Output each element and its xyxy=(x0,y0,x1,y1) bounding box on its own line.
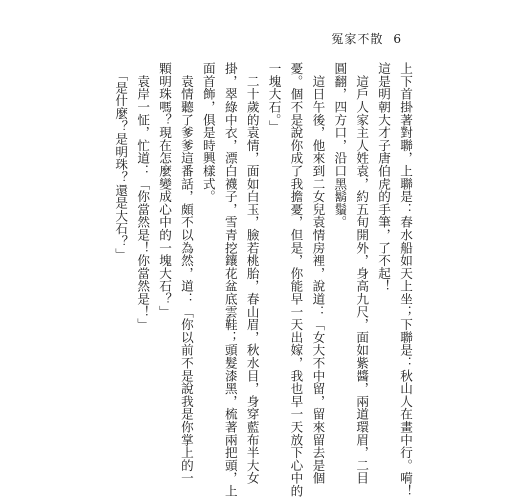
text-line: 面首飾，俱是時興樣式。 xyxy=(200,62,216,203)
text-line: 袁岸一怔，忙道：「你當然是！你當然是！」 xyxy=(135,62,151,331)
text-line: 「是什麼？是明珠？還是大石？」 xyxy=(113,62,129,261)
text-line: 上下首掛著對聯，上聯是：春水船如天上坐；下聯是：秋山人在畫中行。嗬！ xyxy=(398,62,413,498)
text-line: 掛，翠綠中衣，漂白襪子，雪青挖鑲花盆底雲鞋；頭髮漆黑，梳著兩把頭，上 xyxy=(222,62,238,498)
text-line: 袁情聽了爹爹這番話，頗不以為然，道：「你以前不是說我是你掌上的一 xyxy=(178,62,194,485)
page-number: 6 xyxy=(393,32,402,46)
body-text xyxy=(109,62,416,498)
text-line: 二十歲的袁情，面如白玉，臉若桃胎，春山眉，秋水目，身穿藍布半大女 xyxy=(244,62,260,485)
text-line: 顆明珠嗎？現在怎麼變成心中的一塊大石？」 xyxy=(157,62,173,318)
text-line: 這戶人家主人姓袁，約五旬開外，身高九尺，面如紫醬，兩道環眉，二目 xyxy=(354,62,370,485)
text-line: 圓翻，四方口，沿口黑鬍鬚。 xyxy=(332,62,348,229)
running-header xyxy=(331,30,402,47)
text-line: 一塊大石。」 xyxy=(266,62,282,133)
running-title: 冤家不散 xyxy=(331,32,384,46)
text-line: 憂。個不是說你成了我擔憂，但是，你能早一天出嫁，我也早一天放下心中的 xyxy=(288,62,304,498)
text-line: 這是明朝大才子唐伯虎的手筆，了不起！ xyxy=(376,62,392,293)
text-line: 這日午後，他來到二女兒袁情房裡，說道：「女大不中留，留來留去是個 xyxy=(310,62,326,485)
